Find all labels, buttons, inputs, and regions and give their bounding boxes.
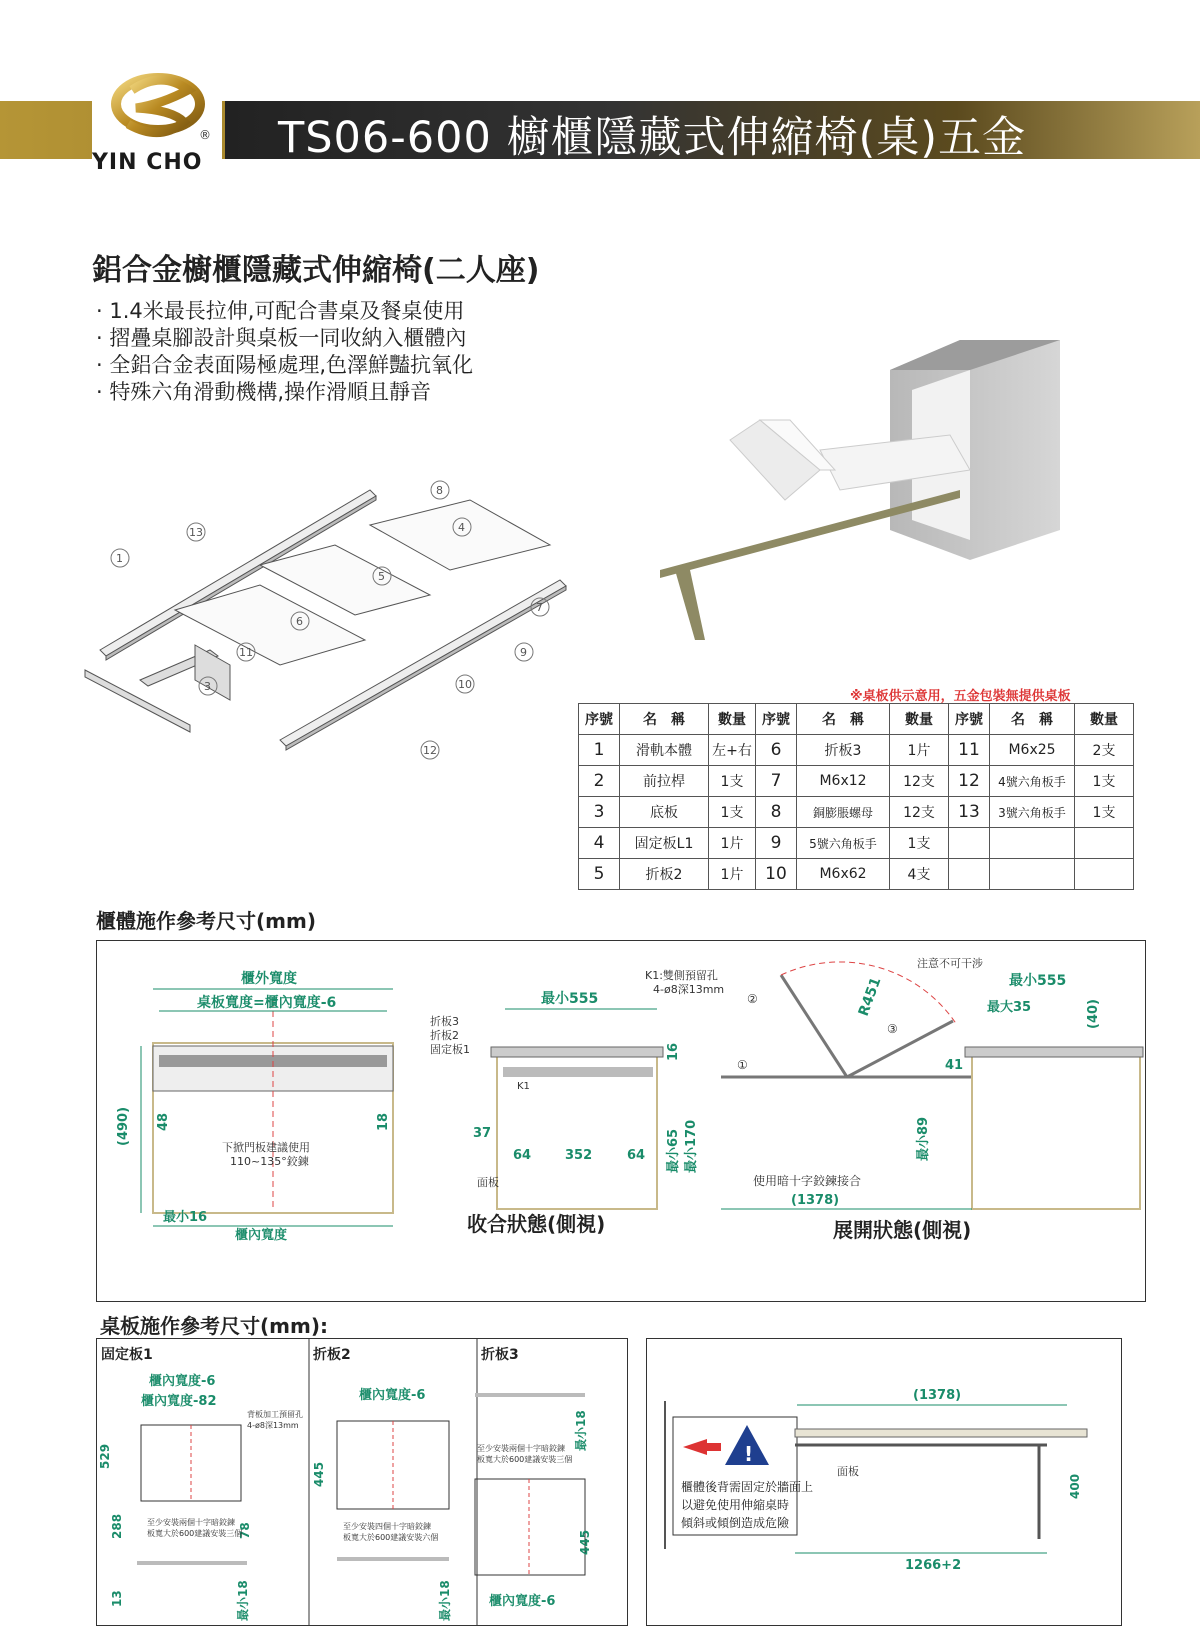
exploded-view-diagram — [80, 470, 600, 770]
column-header: 序號 — [579, 704, 620, 735]
k1-mark: K1 — [517, 1081, 530, 1092]
cell: 1 — [579, 735, 620, 766]
fixed-hole-note-2: 4-ø8深13mm — [247, 1421, 299, 1430]
cell: 6 — [756, 735, 797, 766]
no-interfere-note: 注意不可干涉 — [917, 957, 983, 970]
cell — [949, 828, 990, 859]
page-title: TS06-600 櫥櫃隱藏式伸縮椅(桌)五金 — [278, 113, 1027, 163]
warning-dim-1378: (1378) — [913, 1388, 962, 1403]
column-header: 數量 — [890, 704, 949, 735]
cell: 4 — [579, 828, 620, 859]
callout-7: 7 — [536, 601, 543, 614]
cell: 折板3 — [797, 735, 890, 766]
fixed-hole-note-1: 背板加工預留孔 — [247, 1410, 303, 1419]
cell: 2支 — [1075, 735, 1134, 766]
fixed-dim-529: 529 — [98, 1443, 112, 1469]
dim-40-label: (40) — [1086, 999, 1101, 1029]
radius-451-label: R451 — [855, 975, 885, 1019]
feature-item: · 摺疊桌腳設計與桌板一同收納入櫃體內 — [96, 326, 467, 350]
door-note-line2: 110~135°鉸鍊 — [230, 1155, 309, 1168]
fold3-dim-445: 445 — [578, 1529, 592, 1555]
cabinet-section-title: 櫃體施作參考尺寸(mm) — [96, 909, 316, 933]
fixed-width-1: 櫃內寬度-6 — [149, 1374, 216, 1389]
feature-item: · 1.4米最長拉伸,可配合書桌及餐桌使用 — [96, 299, 465, 323]
cell — [990, 828, 1075, 859]
callout-6: 6 — [296, 615, 303, 628]
cell: 1片 — [709, 859, 756, 890]
k1-note-line1: K1:雙側預留孔 — [645, 969, 718, 982]
closed-caption: 收合狀態(側視) — [467, 1212, 606, 1236]
dim-41-label: 41 — [945, 1058, 964, 1073]
column-header: 數量 — [1075, 704, 1134, 735]
cell: 折板2 — [620, 859, 709, 890]
callout-9: 9 — [520, 646, 527, 659]
exclamation-icon: ! — [744, 1442, 754, 1466]
cell: M6x12 — [797, 766, 890, 797]
parts-table-note: ※桌板供示意用，五金包裝無提供桌板 — [850, 689, 1071, 704]
feature-item: · 全鋁合金表面陽極處理,色澤鮮豔抗氧化 — [96, 353, 474, 377]
product-render-image — [660, 330, 1100, 680]
cell: 1支 — [890, 828, 949, 859]
warning-dim-400: 400 — [1068, 1473, 1082, 1499]
dim-48-label: 48 — [156, 1112, 171, 1131]
fold2-hinge-note-2: 板寬大於600建議安裝六個 — [343, 1533, 439, 1542]
cell: 10 — [756, 859, 797, 890]
feature-item: · 特殊六角滑動機構,操作滑順且靜音 — [96, 380, 432, 404]
fold3-hinge-note-1: 至少安裝兩個十字暗鉸鍊 — [477, 1444, 565, 1453]
cell: 12 — [949, 766, 990, 797]
cell: 7 — [756, 766, 797, 797]
fixed-hinge-note-1: 至少安裝兩個十字暗鉸鍊 — [147, 1518, 235, 1527]
cell: M6x62 — [797, 859, 890, 890]
layer-fold2: 折板2 — [430, 1029, 459, 1042]
warning-line3: 傾斜或傾倒造成危險 — [681, 1516, 790, 1530]
column-header: 名 稱 — [797, 704, 890, 735]
warning-panel-label: 面板 — [837, 1465, 859, 1478]
column-header: 名 稱 — [990, 704, 1075, 735]
cell — [1075, 828, 1134, 859]
cell — [1075, 859, 1134, 890]
k1-note-line2: 4-ø8深13mm — [653, 983, 725, 996]
closed-panel-label: 面板 — [477, 1176, 499, 1189]
hinge-note: 使用暗十字鉸鍊接合 — [753, 1174, 862, 1188]
cell — [949, 859, 990, 890]
cabinet-dimension-drawing — [97, 941, 1145, 1301]
cell: 12支 — [890, 766, 949, 797]
cell: 1片 — [709, 828, 756, 859]
table-row — [579, 828, 1134, 859]
table-header-row — [579, 704, 1134, 735]
column-header: 數量 — [709, 704, 756, 735]
fixed-dim-288: 288 — [110, 1513, 124, 1539]
cell: 3號六角板手 — [990, 797, 1075, 828]
fold2-hinge-note-1: 至少安裝四個十字暗鉸鍊 — [343, 1522, 431, 1531]
dim-18-label: 18 — [376, 1112, 391, 1131]
cell: 滑軌本體 — [620, 735, 709, 766]
inner-width-label: 櫃內寬度 — [235, 1228, 288, 1243]
parts-table — [578, 703, 1134, 890]
cell: 3 — [579, 797, 620, 828]
open-min555-label: 最小555 — [1009, 973, 1067, 989]
cell: 13 — [949, 797, 990, 828]
cell: 銅膨脹螺母 — [797, 797, 890, 828]
table-row — [579, 766, 1134, 797]
layer-fold3: 折板3 — [430, 1015, 459, 1028]
cell: 前拉桿 — [620, 766, 709, 797]
closed-dim-64b: 64 — [627, 1148, 646, 1163]
cell: 固定板L1 — [620, 828, 709, 859]
cell: 9 — [756, 828, 797, 859]
fixed-board-label: 固定板1 — [101, 1347, 153, 1363]
cell: 1支 — [709, 766, 756, 797]
cell: 5號六角板手 — [797, 828, 890, 859]
step-2-marker: ② — [747, 992, 758, 1006]
open-dim-1378: (1378) — [791, 1193, 840, 1208]
fixed-min18: 最小18 — [236, 1580, 250, 1621]
outer-width-label: 櫃外寬度 — [241, 971, 297, 987]
product-subtitle: 鋁合金櫥櫃隱藏式伸縮椅(二人座) — [92, 253, 540, 288]
fold3-hinge-note-2: 板寬大於600建議安裝三個 — [477, 1455, 573, 1464]
min16-label: 最小16 — [163, 1210, 208, 1225]
cell: 1片 — [890, 735, 949, 766]
callout-8: 8 — [436, 484, 443, 497]
cell — [990, 859, 1075, 890]
fold3-min18: 最小18 — [574, 1410, 588, 1451]
callout-3: 3 — [204, 680, 211, 693]
table-row — [579, 735, 1134, 766]
height-490-label: (490) — [116, 1106, 131, 1146]
column-header: 序號 — [756, 704, 797, 735]
brand-name: YIN CHO — [92, 150, 203, 175]
table-row — [579, 797, 1134, 828]
warning-line1: 櫃體後背需固定於牆面上 — [681, 1480, 814, 1494]
cell: 1支 — [1075, 797, 1134, 828]
fixed-dim-13: 13 — [110, 1590, 124, 1607]
callout-12: 12 — [423, 744, 437, 757]
board-width-label: 桌板寬度=櫃內寬度-6 — [197, 995, 337, 1011]
table-row — [579, 859, 1134, 890]
board-drawings-frame — [96, 1338, 628, 1626]
closed-dim-64a: 64 — [513, 1148, 532, 1163]
cell: 左+右 — [709, 735, 756, 766]
closed-dim-37: 37 — [473, 1126, 492, 1141]
fixed-dim-78: 78 — [238, 1522, 252, 1539]
fixed-width-2: 櫃內寬度-82 — [141, 1394, 217, 1409]
fold2-board-label: 折板2 — [313, 1347, 351, 1363]
board-dimension-drawing — [97, 1339, 627, 1625]
fold3-board-label: 折板3 — [481, 1347, 519, 1363]
cell: 4支 — [890, 859, 949, 890]
column-header: 序號 — [949, 704, 990, 735]
closed-min555-label: 最小555 — [541, 991, 599, 1007]
arrow-left-icon — [683, 1439, 721, 1455]
step-1-marker: ① — [737, 1058, 748, 1072]
callout-10: 10 — [458, 678, 472, 691]
cabinet-drawing-frame — [96, 940, 1146, 1302]
open-caption: 展開狀態(側視) — [833, 1218, 972, 1242]
fold2-dim-445: 445 — [312, 1461, 326, 1487]
closed-dim-352: 352 — [565, 1148, 593, 1163]
callout-11: 11 — [239, 646, 253, 659]
cell: 底板 — [620, 797, 709, 828]
fold3-width: 櫃內寬度-6 — [489, 1594, 556, 1609]
fixed-hinge-note-2: 板寬大於600建議安裝三個 — [147, 1529, 243, 1538]
registered-mark: ® — [199, 128, 211, 142]
cell: 1支 — [709, 797, 756, 828]
closed-min65: 最小65 — [666, 1128, 681, 1173]
callout-1: 1 — [116, 552, 123, 565]
warning-line2: 以避免使用伸縮桌時 — [681, 1498, 790, 1512]
cell: 2 — [579, 766, 620, 797]
cell: 12支 — [890, 797, 949, 828]
closed-dim-16: 16 — [666, 1042, 681, 1061]
closed-min170: 最小170 — [684, 1119, 699, 1173]
layer-fixed1: 固定板1 — [430, 1043, 470, 1056]
cell: M6x25 — [990, 735, 1075, 766]
callout-5: 5 — [378, 570, 385, 583]
step-3-marker: ③ — [887, 1022, 898, 1036]
door-note-line1: 下掀門板建議使用 — [222, 1141, 310, 1154]
cell: 8 — [756, 797, 797, 828]
cell: 5 — [579, 859, 620, 890]
cell: 4號六角板手 — [990, 766, 1075, 797]
column-header: 名 稱 — [620, 704, 709, 735]
callout-13: 13 — [189, 526, 203, 539]
callout-4: 4 — [458, 521, 465, 534]
max35-label: 最大35 — [987, 1000, 1032, 1015]
cell: 1支 — [1075, 766, 1134, 797]
warning-drawing-frame — [646, 1338, 1122, 1626]
open-min89-label: 最小89 — [916, 1116, 931, 1161]
fold2-min18: 最小18 — [438, 1580, 452, 1621]
wall-mount-warning-drawing — [647, 1339, 1121, 1625]
cell: 11 — [949, 735, 990, 766]
fold2-width: 櫃內寬度-6 — [359, 1388, 426, 1403]
board-section-title: 桌板施作參考尺寸(mm): — [100, 1314, 328, 1338]
warning-dim-1266: 1266+2 — [905, 1558, 962, 1573]
